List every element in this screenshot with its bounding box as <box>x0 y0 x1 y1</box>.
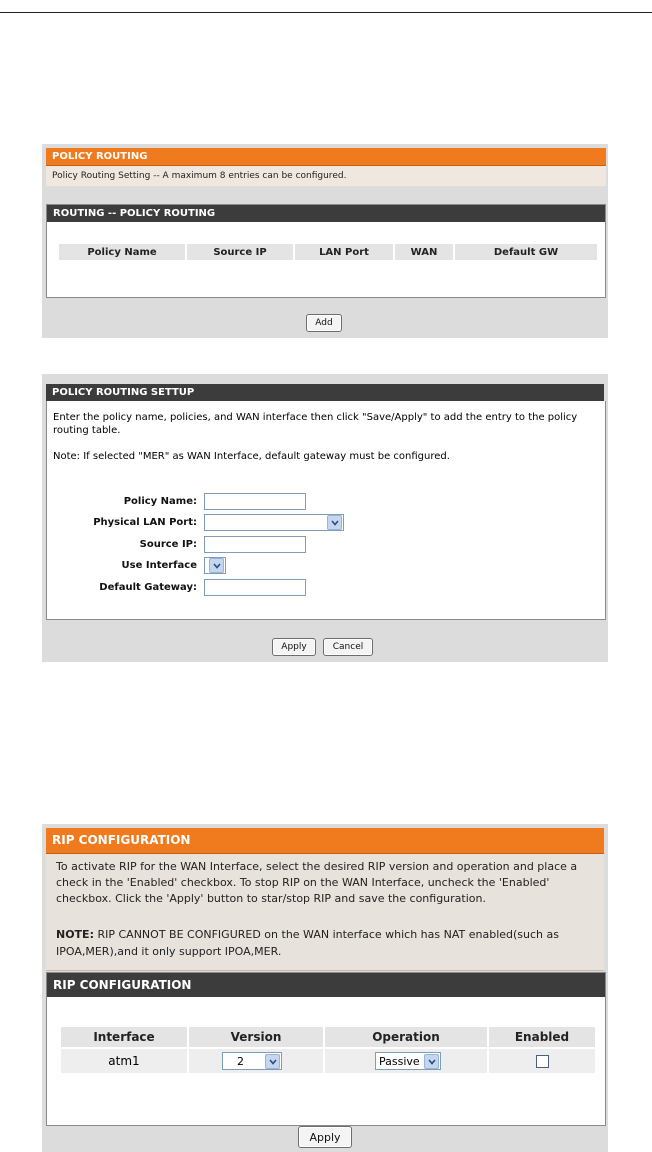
rip-header: RIP CONFIGURATION <box>46 828 604 854</box>
operation-select[interactable] <box>375 1052 441 1070</box>
rip-table <box>59 1025 597 1075</box>
version-select[interactable] <box>222 1052 282 1070</box>
policy-routing-table <box>57 242 599 262</box>
apply-button[interactable]: Apply <box>272 638 316 656</box>
policy-setup-header: POLICY ROUTING SETTUP <box>46 384 604 401</box>
policy-setup-instructions: Enter the policy name, policies, and WAN interface then click "Save/Apply" to add the entry to the policy routing table. <box>53 412 578 436</box>
policy-routing-header: POLICY ROUTING <box>46 148 606 166</box>
table-header-row <box>61 1027 595 1047</box>
policy-routing-table-panel <box>46 204 606 298</box>
source-ip-input[interactable] <box>204 536 306 553</box>
col-interface: Interface <box>61 1027 187 1047</box>
use-interface-select[interactable] <box>204 557 226 574</box>
rip-note-text: RIP CANNOT BE CONFIGURED on the WAN interface which has NAT enabled(such as IPOA,MER),and it only support IPOA,MER. <box>56 928 559 958</box>
table-row <box>61 1049 595 1073</box>
col-operation: Operation <box>325 1027 487 1047</box>
checkbox-icon[interactable] <box>536 1055 549 1068</box>
rip-apply-button[interactable]: Apply <box>298 1126 352 1148</box>
version-cell <box>189 1049 323 1073</box>
col-version: Version <box>189 1027 323 1047</box>
rip-description-area <box>46 854 604 971</box>
rip-section-title: RIP CONFIGURATION <box>47 973 605 997</box>
rip-table-panel <box>46 972 606 1126</box>
policy-setup-note: Note: If selected "MER" as WAN Interface, default gateway must be configured. <box>53 451 450 462</box>
col-default-gw: Default GW <box>455 244 597 260</box>
default-gateway-input[interactable] <box>204 579 306 596</box>
chevron-down-icon[interactable] <box>209 558 224 573</box>
col-policy-name: Policy Name <box>59 244 185 260</box>
policy-setup-panel <box>46 401 606 620</box>
col-wan: WAN <box>395 244 453 260</box>
policy-routing-screenshot <box>42 144 608 338</box>
operation-value: Passive <box>379 1055 420 1068</box>
enabled-cell <box>489 1049 595 1073</box>
physical-lan-port-label: Physical LAN Port: <box>93 517 197 528</box>
rip-screenshot <box>42 824 608 1152</box>
chevron-down-icon[interactable] <box>265 1054 280 1069</box>
rip-description: To activate RIP for the WAN Interface, select the desired RIP version and operation and place a check in the 'Enabled' checkbox. To stop RIP on the WAN Interface, uncheck the 'Enabled' checkbox. Click the 'Apply' button to star/stop RIP and save the configuration. <box>56 860 578 905</box>
interface-cell: atm1 <box>61 1049 187 1073</box>
policy-setup-screenshot <box>42 374 608 662</box>
page-top-rule <box>0 12 652 13</box>
col-enabled: Enabled <box>489 1027 595 1047</box>
col-lan-port: LAN Port <box>295 244 393 260</box>
version-value: 2 <box>237 1055 244 1068</box>
policy-name-input[interactable] <box>204 493 306 510</box>
policy-name-label: Policy Name: <box>123 496 197 507</box>
add-button[interactable]: Add <box>306 314 342 332</box>
col-source-ip: Source IP <box>187 244 293 260</box>
table-header-row <box>59 244 597 260</box>
source-ip-label: Source IP: <box>139 539 197 550</box>
chevron-down-icon[interactable] <box>424 1054 439 1069</box>
default-gateway-label: Default Gateway: <box>99 582 197 593</box>
policy-routing-description: Policy Routing Setting -- A maximum 8 entries can be configured. <box>46 166 606 186</box>
rip-note <box>56 926 602 960</box>
use-interface-label: Use Interface <box>121 560 197 571</box>
physical-lan-port-select[interactable] <box>204 514 344 531</box>
cancel-button[interactable]: Cancel <box>323 638 373 656</box>
operation-cell <box>325 1049 487 1073</box>
rip-note-label: NOTE: <box>56 928 94 941</box>
policy-routing-section-title: ROUTING -- POLICY ROUTING <box>47 205 605 222</box>
chevron-down-icon[interactable] <box>327 515 342 530</box>
